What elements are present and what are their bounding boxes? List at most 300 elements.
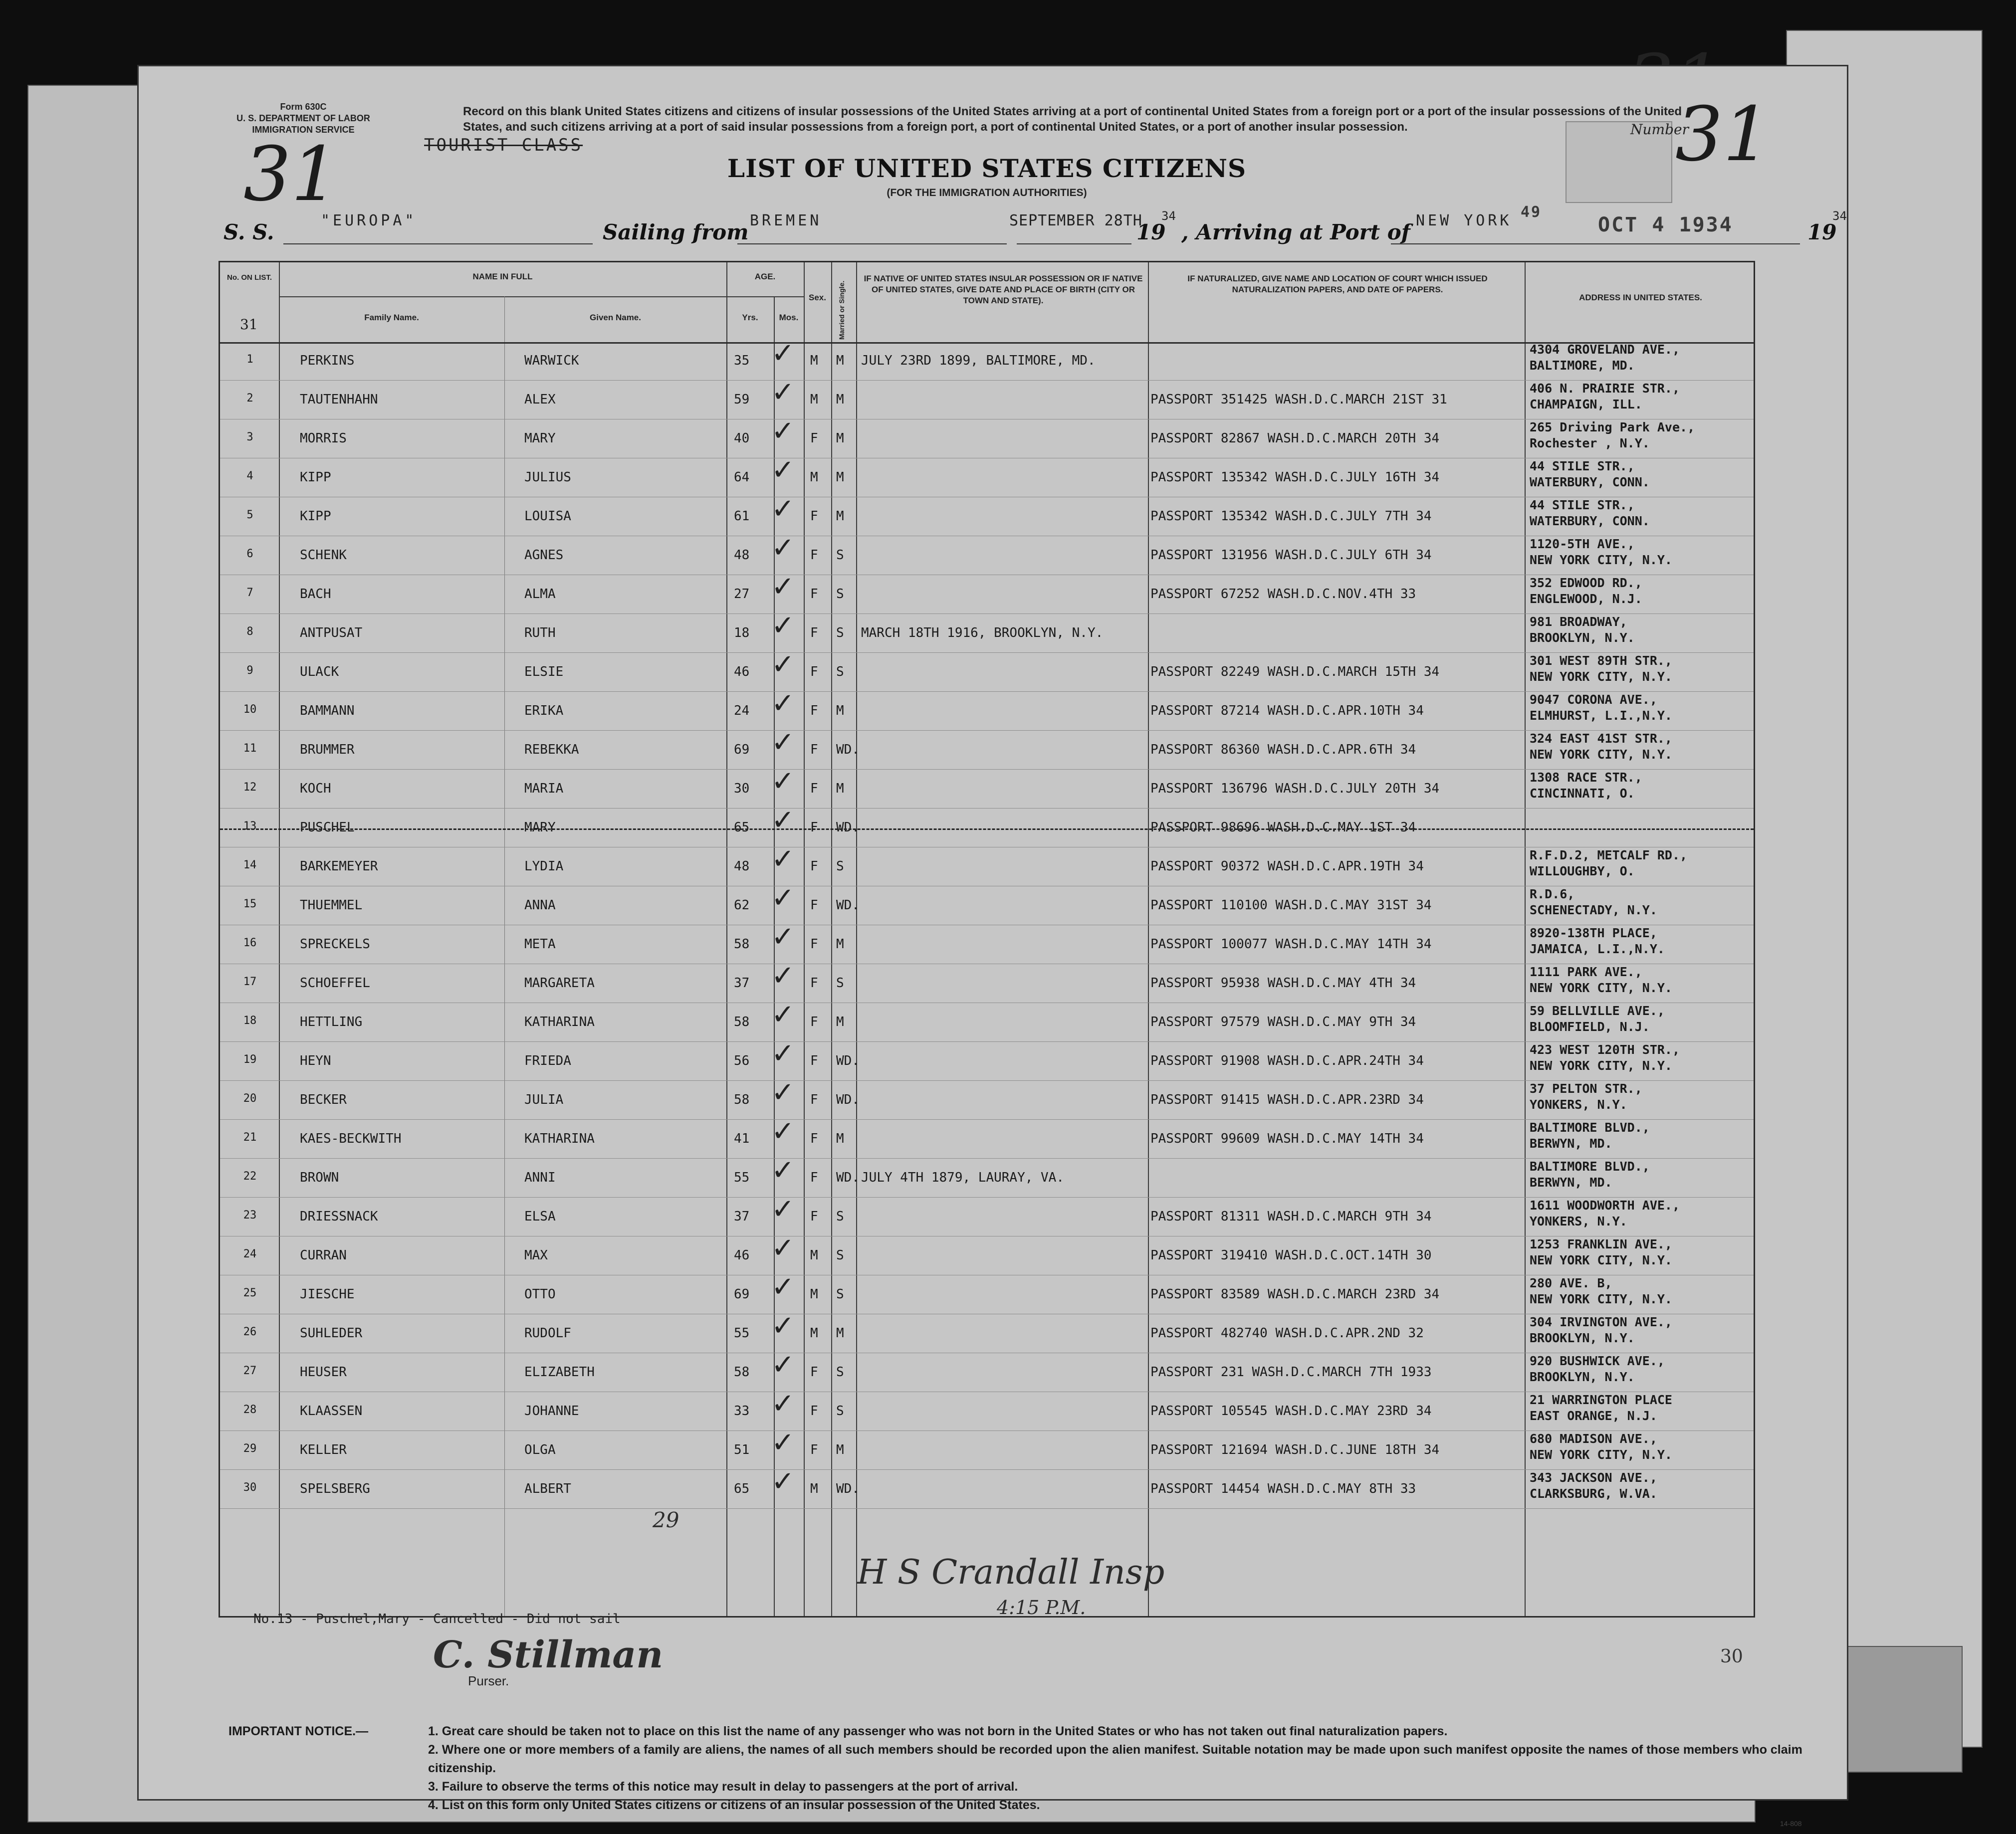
address-line-2: BROOKLYN, N.Y. [1530, 1331, 1635, 1345]
table-row [220, 571, 1754, 614]
address-line-2: BALTIMORE, MD. [1530, 358, 1635, 373]
checkmark-icon: ✓ [771, 765, 795, 798]
naturalization: PASSPORT 83589 WASH.D.C.MARCH 23RD 34 [1150, 1287, 1440, 1302]
header-naturalized: IF NATURALIZED, GIVE NAME AND LOCATION OF COURT WHICH ISSUED NATURALIZATION PAPERS, AND DATE OF PAPERS. [1187, 274, 1488, 294]
sailing-label: Sailing from [603, 220, 749, 244]
date-underline [1017, 243, 1131, 244]
table-row [220, 610, 1754, 653]
family-name: SUHLEDER [300, 1326, 363, 1341]
notice-item: 2. Where one or more members of a family are aliens, the names of all such members should be recorded upon the alien manifest. Suitable notation may be made upon such manifest opposite the names of those members who claim citizenship. [428, 1743, 1802, 1775]
sex: F [810, 625, 818, 640]
age-years: 58 [734, 1365, 750, 1380]
age-years: 69 [734, 1287, 750, 1302]
age-years: 64 [734, 470, 750, 485]
given-name: ALEX [524, 392, 556, 407]
family-name: BRUMMER [300, 742, 355, 757]
naturalization: PASSPORT 105545 WASH.D.C.MAY 23RD 34 [1150, 1404, 1432, 1419]
ss-label: S. S. [224, 220, 274, 244]
table-row [220, 454, 1754, 498]
table-row [220, 532, 1754, 576]
checkmark-icon: ✓ [771, 415, 795, 447]
table-row [220, 1388, 1754, 1431]
naturalization: PASSPORT 97579 WASH.D.C.MAY 9TH 34 [1150, 1015, 1416, 1029]
address-line-1: 8920-138TH PLACE, [1530, 926, 1657, 940]
marital-status: M [836, 703, 844, 718]
address-line-2: BROOKLYN, N.Y. [1530, 630, 1635, 645]
given-name: ELSA [524, 1209, 556, 1224]
row-number: 28 [243, 1404, 257, 1416]
year-prefix: 19 [1136, 220, 1166, 244]
address-line-1: 324 EAST 41ST STR., [1530, 731, 1672, 746]
sex: F [810, 587, 818, 602]
age-years: 65 [734, 1481, 750, 1496]
marital-status: M [836, 1442, 844, 1457]
family-name: CURRAN [300, 1248, 347, 1263]
given-name: META [524, 937, 556, 952]
address-line-1: 4304 GROVELAND AVE., [1530, 342, 1680, 357]
checkmark-icon: ✓ [771, 999, 795, 1031]
sex: F [810, 1404, 818, 1419]
table-row [220, 1271, 1754, 1315]
sex: F [810, 509, 818, 524]
row-number: 30 [243, 1481, 257, 1494]
address-line-2: WATERBURY, CONN. [1530, 475, 1650, 489]
birthplace: JULY 4TH 1879, LAURAY, VA. [861, 1170, 1064, 1185]
service: IMMIGRATION SERVICE [252, 125, 355, 135]
record-instructions: Record on this blank United States citizens and citizens of insular possessions of the United States arriving at a port of continental United States from a foreign port or a port of the insular possessions of the United States, and such citizens arriving at a port of said insular possessions from a foreign port, a port of continental United States, or a port of another insular possession. [463, 105, 1682, 134]
naturalization: PASSPORT 81311 WASH.D.C.MARCH 9TH 34 [1150, 1209, 1432, 1224]
given-name: LYDIA [524, 859, 564, 874]
checkmark-icon: ✓ [771, 843, 795, 875]
header-name-in-full: NAME IN FULL [472, 272, 533, 281]
row-number: 12 [243, 781, 257, 794]
given-name: FRIEDA [524, 1053, 571, 1068]
address-line-1: 981 BROADWAY, [1530, 614, 1627, 629]
family-name: SCHOEFFEL [300, 976, 370, 991]
given-name: MARY [524, 431, 556, 446]
address-line-1: 1253 FRANKLIN AVE., [1530, 1237, 1672, 1251]
checkmark-icon: ✓ [771, 493, 795, 525]
age-years: 58 [734, 937, 750, 952]
table-row [220, 1076, 1754, 1120]
sex: F [810, 1209, 818, 1224]
sex: F [810, 898, 818, 913]
naturalization: PASSPORT 90372 WASH.D.C.APR.19TH 34 [1150, 859, 1424, 874]
address-line-2: ELMHURST, L.I.,N.Y. [1530, 708, 1672, 723]
cancel-note: No.13 - Puschel,Mary - Cancelled - Did not sail [253, 1612, 621, 1627]
address-line-1: 21 WARRINGTON PLACE [1530, 1393, 1672, 1407]
checkmark-icon: ✓ [771, 648, 795, 681]
notice-label: IMPORTANT NOTICE.— [228, 1724, 369, 1738]
address-line-2: BERWYN, MD. [1530, 1136, 1612, 1151]
department: U. S. DEPARTMENT OF LABOR [236, 113, 370, 123]
form-identifier [219, 101, 388, 136]
table-row [220, 1349, 1754, 1393]
checkmark-icon: ✓ [771, 1037, 795, 1070]
address-line-1: BALTIMORE BLVD., [1530, 1120, 1650, 1135]
age-years: 18 [734, 625, 750, 640]
age-years: 41 [734, 1131, 750, 1146]
marital-status: S [836, 1365, 844, 1380]
age-years: 58 [734, 1092, 750, 1107]
handwritten-list-number: 31 [243, 131, 339, 218]
age-years: 37 [734, 976, 750, 991]
naturalization: PASSPORT 91415 WASH.D.C.APR.23RD 34 [1150, 1092, 1424, 1107]
address-line-2: NEW YORK CITY, N.Y. [1530, 1447, 1672, 1462]
port-to: NEW YORK [1416, 212, 1512, 229]
row-number: 2 [246, 392, 253, 405]
address-line-2: WATERBURY, CONN. [1530, 514, 1650, 528]
marital-status: S [836, 1404, 844, 1419]
table-row [220, 415, 1754, 459]
row-rule [220, 1080, 1754, 1081]
purser-signature: C. Stillman [433, 1633, 664, 1676]
given-name: ERIKA [524, 703, 564, 718]
age-years: 65 [734, 820, 750, 835]
sex: F [810, 703, 818, 718]
address-line-2: CHAMPAIGN, ILL. [1530, 397, 1642, 411]
given-name: LOUISA [524, 509, 571, 524]
table-row [220, 1115, 1754, 1159]
age-years: 61 [734, 509, 750, 524]
header-sub-rule [279, 296, 726, 297]
row-number: 3 [246, 431, 253, 443]
family-name: KIPP [300, 509, 331, 524]
sex: F [810, 1053, 818, 1068]
row-number: 4 [246, 470, 253, 482]
sex: F [810, 859, 818, 874]
naturalization: PASSPORT 135342 WASH.D.C.JULY 16TH 34 [1150, 470, 1440, 485]
address-line-2: NEW YORK CITY, N.Y. [1530, 553, 1672, 567]
row-rule [220, 1430, 1754, 1431]
address-line-2: NEW YORK CITY, N.Y. [1530, 1253, 1672, 1267]
family-name: KIPP [300, 470, 331, 485]
marital-status: S [836, 1287, 844, 1302]
checkmark-icon: ✓ [771, 337, 795, 370]
marital-status: S [836, 548, 844, 563]
marital-status: M [836, 1326, 844, 1341]
address-line-1: 406 N. PRAIRIE STR., [1530, 381, 1680, 396]
row-number: 19 [243, 1053, 257, 1066]
given-name: WARWICK [524, 353, 579, 368]
address-line-1: 301 WEST 89TH STR., [1530, 653, 1672, 668]
row-rule [220, 730, 1754, 731]
address-line-1: 44 STILE STR., [1530, 498, 1635, 512]
naturalization: PASSPORT 136796 WASH.D.C.JULY 20TH 34 [1150, 781, 1440, 796]
age-years: 33 [734, 1404, 750, 1419]
given-name: RUTH [524, 625, 556, 640]
marital-status: WD. [836, 1092, 860, 1107]
row-number: 21 [243, 1131, 257, 1144]
row-rule [220, 691, 1754, 692]
address-line-1: 680 MADISON AVE., [1530, 1431, 1657, 1446]
naturalization: PASSPORT 110100 WASH.D.C.MAY 31ST 34 [1150, 898, 1432, 913]
header-birth: IF NATIVE OF UNITED STATES INSULAR POSSESSION OR IF NATIVE OF UNITED STATES, GIVE DATE AND PLACE OF BIRTH (CITY OR TOWN AND STATE). [864, 274, 1143, 305]
row-rule [220, 652, 1754, 653]
inspector-signature: H S Crandall Insp [857, 1553, 1165, 1592]
family-name: PERKINS [300, 353, 355, 368]
checkmark-icon: ✓ [771, 1193, 795, 1225]
address-line-2: Rochester , N.Y. [1530, 436, 1650, 450]
sex: F [810, 937, 818, 952]
given-name: JULIA [524, 1092, 564, 1107]
row-number: 6 [246, 548, 253, 560]
voyage-line [139, 204, 1850, 251]
given-name: REBEKKA [524, 742, 579, 757]
page-number: 30 [1720, 1646, 1743, 1667]
header-mos: Mos. [779, 313, 799, 322]
address-line-2: SCHENECTADY, N.Y. [1530, 903, 1657, 917]
class-note: TOURIST CLASS [424, 135, 583, 155]
row-rule [220, 613, 1754, 614]
row-number: 9 [246, 664, 253, 677]
port-to-underline [1391, 243, 1800, 244]
row-rule [220, 1469, 1754, 1470]
address-line-1: 1120-5TH AVE., [1530, 537, 1635, 551]
given-name: OTTO [524, 1287, 556, 1302]
header-age: AGE. [754, 272, 776, 281]
given-name: KATHARINA [524, 1131, 595, 1146]
hand-count: 29 [653, 1508, 679, 1532]
row-rule [220, 380, 1754, 381]
address-line-1: 59 BELLVILLE AVE., [1530, 1004, 1665, 1018]
checkmark-icon: ✓ [771, 1310, 795, 1342]
address-line-1: R.F.D.2, METCALF RD., [1530, 848, 1688, 862]
checkmark-icon: ✓ [771, 1271, 795, 1303]
citizens-table [219, 261, 1755, 1618]
given-name: ALBERT [524, 1481, 571, 1496]
header-family: Family Name. [364, 313, 419, 322]
address-line-2: NEW YORK CITY, N.Y. [1530, 747, 1672, 762]
family-name: ANTPUSAT [300, 625, 363, 640]
sex: F [810, 664, 818, 679]
table-row [220, 1426, 1754, 1470]
naturalization: PASSPORT 98696 WASH.D.C.MAY 1ST 34 [1150, 820, 1416, 835]
page-title: LIST OF UNITED STATES CITIZENS [727, 154, 1247, 183]
purser-label: Purser. [468, 1673, 509, 1688]
family-name: THUEMMEL [300, 898, 363, 913]
naturalization: PASSPORT 231 WASH.D.C.MARCH 7TH 1933 [1150, 1365, 1432, 1380]
naturalization: PASSPORT 99609 WASH.D.C.MAY 14TH 34 [1150, 1131, 1424, 1146]
marital-status: M [836, 781, 844, 796]
table-row [220, 804, 1754, 848]
marital-status: S [836, 664, 844, 679]
address-line-2: WILLOUGHBY, O. [1530, 864, 1635, 878]
checkmark-icon: ✓ [771, 1426, 795, 1459]
table-row [220, 765, 1754, 809]
sex: M [810, 470, 818, 485]
naturalization: PASSPORT 82249 WASH.D.C.MARCH 15TH 34 [1150, 664, 1440, 679]
given-name: ELIZABETH [524, 1365, 595, 1380]
naturalization: PASSPORT 82867 WASH.D.C.MARCH 20TH 34 [1150, 431, 1440, 446]
row-rule [220, 769, 1754, 770]
row-number: 23 [243, 1209, 257, 1222]
address-line-1: 1111 PARK AVE., [1530, 965, 1642, 979]
row-number: 18 [243, 1015, 257, 1027]
age-years: 46 [734, 664, 750, 679]
age-years: 58 [734, 1015, 750, 1029]
age-years: 35 [734, 353, 750, 368]
age-years: 69 [734, 742, 750, 757]
address-line-2: YONKERS, N.Y. [1530, 1214, 1627, 1228]
marital-status: M [836, 392, 844, 407]
table-body [220, 337, 1754, 1617]
given-name: KATHARINA [524, 1015, 595, 1029]
form-number: Form 630C [280, 102, 327, 112]
checkmark-icon: ✓ [771, 960, 795, 992]
checkmark-icon: ✓ [771, 1115, 795, 1148]
address-line-2: CINCINNATI, O. [1530, 786, 1635, 801]
checkmark-icon: ✓ [771, 804, 795, 836]
marital-status: WD. [836, 1170, 860, 1185]
address-line-2: NEW YORK CITY, N.Y. [1530, 981, 1672, 995]
family-name: KLAASSEN [300, 1404, 363, 1419]
family-name: ULACK [300, 664, 339, 679]
row-number: 14 [243, 859, 257, 871]
age-years: 55 [734, 1170, 750, 1185]
row-number: 17 [243, 976, 257, 988]
table-row [220, 1154, 1754, 1198]
row-number: 25 [243, 1287, 257, 1299]
checkmark-icon: ✓ [771, 376, 795, 408]
row-number: 15 [243, 898, 257, 910]
row-number: 11 [243, 742, 257, 755]
naturalization: PASSPORT 100077 WASH.D.C.MAY 14TH 34 [1150, 937, 1432, 952]
marital-status: M [836, 1015, 844, 1029]
naturalization: PASSPORT 319410 WASH.D.C.OCT.14TH 30 [1150, 1248, 1432, 1263]
address-line-2: BERWYN, MD. [1530, 1175, 1612, 1190]
naturalization: PASSPORT 86360 WASH.D.C.APR.6TH 34 [1150, 742, 1416, 757]
naturalization: PASSPORT 482740 WASH.D.C.APR.2ND 32 [1150, 1326, 1424, 1341]
naturalization: PASSPORT 95938 WASH.D.C.MAY 4TH 34 [1150, 976, 1416, 991]
header-given: Given Name. [590, 313, 641, 322]
table-row [220, 1465, 1754, 1509]
sex: M [810, 1326, 818, 1341]
table-row [220, 376, 1754, 420]
address-line-2: BLOOMFIELD, N.J. [1530, 1019, 1650, 1034]
row-number: 10 [243, 703, 257, 716]
family-name: SPELSBERG [300, 1481, 370, 1496]
given-name: MAX [524, 1248, 548, 1263]
header-married: Married or Single. [838, 280, 846, 340]
checkmark-icon: ✓ [771, 1076, 795, 1109]
address-line-1: 280 AVE. B, [1530, 1276, 1612, 1290]
sex: F [810, 1442, 818, 1457]
birthplace: JULY 23RD 1899, BALTIMORE, MD. [861, 353, 1096, 368]
naturalization: PASSPORT 131956 WASH.D.C.JULY 6TH 34 [1150, 548, 1432, 563]
given-name: ELSIE [524, 664, 564, 679]
marital-status: WD. [836, 898, 860, 913]
page-subtitle: (FOR THE IMMIGRATION AUTHORITIES) [887, 187, 1087, 199]
row-number: 24 [243, 1248, 257, 1260]
age-years: 46 [734, 1248, 750, 1263]
row-rule [220, 1158, 1754, 1159]
family-name: KAES-BECKWITH [300, 1131, 402, 1146]
family-name: SPRECKELS [300, 937, 370, 952]
family-name: JIESCHE [300, 1287, 355, 1302]
family-name: SCHENK [300, 548, 347, 563]
address-line-1: R.D.6, [1530, 887, 1575, 901]
naturalization: PASSPORT 121694 WASH.D.C.JUNE 18TH 34 [1150, 1442, 1440, 1457]
row-number: 29 [243, 1442, 257, 1455]
address-line-1: BALTIMORE BLVD., [1530, 1159, 1650, 1174]
notice-list [428, 1722, 1825, 1815]
row-rule [220, 1508, 1754, 1509]
age-years: 30 [734, 781, 750, 796]
ship-underline [283, 243, 593, 244]
header-address: ADDRESS IN UNITED STATES. [1579, 293, 1702, 302]
sex: F [810, 1170, 818, 1185]
naturalization: PASSPORT 351425 WASH.D.C.MARCH 21ST 31 [1150, 392, 1447, 407]
arrival-stamp-date: OCT 4 1934 [1598, 213, 1733, 236]
age-years: 48 [734, 548, 750, 563]
notice-item: 3. Failure to observe the terms of this notice may result in delay to passengers at the port of arrival. [428, 1780, 1018, 1794]
table-row [220, 726, 1754, 770]
address-line-2: CLARKSBURG, W.VA. [1530, 1486, 1657, 1501]
age-years: 37 [734, 1209, 750, 1224]
age-years: 51 [734, 1442, 750, 1457]
age-years: 62 [734, 898, 750, 913]
header-list-hand: 31 [240, 316, 258, 333]
table-row [220, 337, 1754, 381]
naturalization: PASSPORT 14454 WASH.D.C.MAY 8TH 33 [1150, 1481, 1416, 1496]
header-no: No. ON LIST. [227, 273, 272, 282]
family-name: DRIESSNACK [300, 1209, 378, 1224]
checkmark-icon: ✓ [771, 882, 795, 914]
family-name: HEUSER [300, 1365, 347, 1380]
row-number: 1 [246, 353, 253, 366]
family-name: BAMMANN [300, 703, 355, 718]
given-name: MARGARETA [524, 976, 595, 991]
form-code: 14-808 [1780, 1820, 1802, 1828]
given-name: MARY [524, 820, 556, 835]
header-sex: Sex. [809, 293, 826, 302]
checkmark-icon: ✓ [771, 610, 795, 642]
given-name: JULIUS [524, 470, 571, 485]
row-number: 20 [243, 1092, 257, 1105]
marital-status: WD. [836, 742, 860, 757]
marital-status: S [836, 625, 844, 640]
naturalization: PASSPORT 135342 WASH.D.C.JULY 7TH 34 [1150, 509, 1432, 524]
age-years: 55 [734, 1326, 750, 1341]
table-row [220, 648, 1754, 692]
given-name: OLGA [524, 1442, 556, 1457]
ship-name: "EUROPA" [321, 212, 417, 229]
given-name: JOHANNE [524, 1404, 579, 1419]
given-name: RUDOLF [524, 1326, 571, 1341]
family-name: BROWN [300, 1170, 339, 1185]
checkmark-icon: ✓ [771, 1465, 795, 1498]
address-line-2: NEW YORK CITY, N.Y. [1530, 1058, 1672, 1073]
address-line-2: BROOKLYN, N.Y. [1530, 1370, 1635, 1384]
year-to: 34 [1832, 209, 1847, 223]
marital-status: M [836, 1131, 844, 1146]
given-name: MARIA [524, 781, 564, 796]
address-line-1: 423 WEST 120TH STR., [1530, 1042, 1680, 1057]
checkmark-icon: ✓ [771, 1232, 795, 1264]
table-row [220, 999, 1754, 1042]
given-name: ANNA [524, 898, 556, 913]
sex: F [810, 431, 818, 446]
address-line-2: JAMAICA, L.I.,N.Y. [1530, 942, 1665, 956]
checkmark-icon: ✓ [771, 532, 795, 564]
marital-status: WD. [836, 1053, 860, 1068]
header-sub-rule [726, 296, 804, 297]
marital-status: WD. [836, 1481, 860, 1496]
address-line-2: NEW YORK CITY, N.Y. [1530, 669, 1672, 684]
time-note: 4:15 P.M. [997, 1597, 1086, 1619]
checkmark-icon: ✓ [771, 1349, 795, 1381]
